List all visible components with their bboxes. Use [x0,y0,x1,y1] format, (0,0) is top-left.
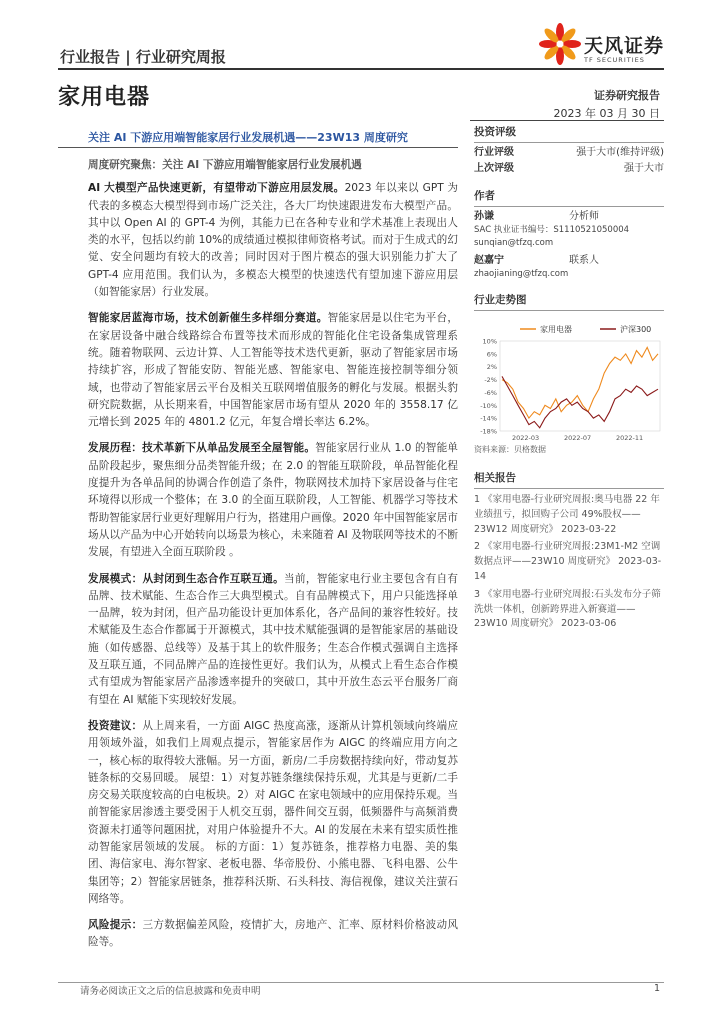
author-section [474,188,664,281]
paragraph: 智能家居蓝海市场，技术创新催生多样细分赛道。智能家居是以住宅为平台，在家居设备中融合线路综合布置等技术而形成的智能化住宅设备集成管理系统。随着物联网、云边计算、人工智能等技术迭代更新，驱动了智能家居市场持续扩容，形成了智能安防、智能光感、智能家电、智能连接控制等细分领域，也带动了智能家居云平台及相关互联网增值服务的孵化与发展。根据头豹研究院数据，从长期来看，中国智能家居市场有望从 2020 年的 3558.17 亿元增长到 2025 年的 4801.2 亿元，年复合增长率达 6.2%。 [88,312,459,429]
industry-title: 家用电器 [58,85,151,110]
author-email[interactable]: zhaojianing@tfzq.com [474,269,569,279]
trend-section [474,292,664,311]
related-title: 相关报告 [474,472,516,484]
paragraph: AI 大模型产品快速更新，有望带动下游应用层发展。2023 年以来以 GPT 为代表的多模态大模型得到市场广泛关注，各大厂均快速跟进发布大模型产品。其中以 Open AI 的 GPT-4 为例，其能力已在各种专业和学术基准上表现出人类的水平，包括以约前 10%的成绩通过模拟律师资格考试。而对于生成式的幻觉、安全问题均有较大的改善；同时因对于图片模态的强大识别能力扩大了 GPT-4 应用范围。我们认为，多模态大模型的快速迭代有望加速下游应用层（如智能家居）行业发展。 [88,182,458,299]
y-tick-label: -6% [484,388,497,397]
report-subtitle: 关注 AI 下游应用端智能家居行业发展机遇——23W13 周度研究 [88,131,408,144]
divider [474,142,664,143]
author-title: 作者 [474,190,495,202]
series-line-csi300 [502,376,658,427]
paragraph: 风险提示：三方数据偏差风险，疫情扩大，房地产、汇率、原材料价格波动风险等。 [88,919,459,949]
related-report-link[interactable]: 2 《家用电器-行业研究周报:23M1-M2 空调数据点评——23W10 周度研究》 2023-03-14 [474,541,662,582]
page-number: 1 [653,983,660,994]
subtitle-divider [58,147,458,148]
y-tick-label: -10% [480,401,497,410]
divider [474,206,664,207]
legend-label: 家用电器 [540,325,572,334]
related-section [474,470,664,635]
rating-title: 投资评级 [474,126,516,138]
chart-source: 资料来源：贝格数据 [474,445,546,454]
series-line-appliances [502,347,658,418]
date-divider [470,120,664,121]
report-date: 2023 年 03 月 30 日 [553,107,660,120]
author: 赵嘉宁 联系人 zhaojianing@tfzq.com [474,254,664,281]
related-report-link[interactable]: 3 《家用电器-行业研究周报:石头发布分子筛洗烘一体机，创新跨界进入新赛道——23W10 周度研究》 2023-03-06 [474,588,661,630]
report-category: 行业报告 | 行业研究周报 [60,48,226,66]
paragraph: 发展历程：技术革新下从单品发展至全屋智能。智能家居行业从 1.0 的智能单品阶段起步，聚焦细分品类智能升级；在 2.0 的智能互联阶段，单品智能化程度提升为各单品间的协调合作创造了条件，物联网技术加持下家居设备与住宅环境得以形成一个整体；在 3.0 的全面互联阶段，人工智能、机器学习等技术帮助智能家居行业更好理解用户行为，搭建用户画像。2020 年中国智能家居市场从以产品为中心开始转向以场景为核心，未来随着 AI 及物联网等技术的不断发展，有望进入全面互联阶段 。 [88,442,458,559]
rating-section [474,124,664,177]
y-tick-label: -18% [480,427,497,436]
weekly-focus: 周度研究聚焦：关注 AI 下游应用端智能家居行业发展机遇 [88,159,362,171]
y-tick-label: -2% [484,376,497,385]
paragraph: 发展模式：从封闭到生态合作互联互通。当前，智能家电行业主要包含有自有品牌、技术赋能、生态合作三大典型模式。自有品牌模式下，用户只能选择单一品牌，较为封闭，但产品功能设计更加体系化，各产品间的兼容性较好。技术赋能及生态合作都属于开源模式，其中技术赋能强调的是智能家居的基础设施（如传感器、总线等）及基于其上的软件服务；生态合作模式强调自主选择及互联互通，不同品牌产品的连接性更好。我们认为，从模式上看生态合作模式有望成为智能家居产品渗透率提升的突破口，其中开放生态云平台服务厂商有望在 AI 赋能下实现较好发展。 [88,572,459,706]
company-name-en: TF SECURITIES [584,56,645,64]
rating-row: 行业评级 强于大市(维持评级) [474,147,664,158]
divider [474,310,664,311]
related-report-link[interactable]: 1 《家用电器-行业研究周报:奥马电器 22 年业绩扭亏，拟回购子公司 49%股权——23W12 周度研究》 2023-03-22 [474,494,660,535]
y-tick-label: 6% [486,350,497,359]
company-name: 天风证券 [584,35,665,57]
paragraph: 投资建议：从上周来看，一方面 AIGC 热度高涨，逐渐从计算机领域向终端应用领域外溢，如我们上周观点提示，智能家居作为 AIGC 的终端应用方向之一，核心标的取得较大涨幅。另一方面，新房/二手房数据持续向好，带动复苏链条标的交易回暖。 展望：1）对复苏链条继续保持乐观，尤其是与更新/二手房交易关联度较高的白电板块。2）对 AIGC 在家电领域中的应用保持乐观。当前智能家居渗透主要受困于人机交互弱，器件间交互弱，低频器件与高频消费资源未打通等问题困扰，对用户体验提升不大。AI 的发展在未来有望实质性推动智能家居领域的发展。 标的方面：1）复苏链条，推荐格力电器、美的集团、海信家电、海尔智家、老板电器、华帝股份、小熊电器、飞科电器、公牛集团等；2）智能家居链条，推荐科沃斯、石头科技、海信视像，建议关注萤石网络等。 [88,719,458,905]
x-tick-label: 2022-11 [616,434,644,442]
author-email[interactable]: sunqian@tfzq.com [474,238,554,248]
report-type: 证券研究报告 [594,89,660,102]
flower-logo-icon [539,23,581,65]
rating-row: 上次评级 强于大市 [474,163,664,174]
y-tick-label: -14% [480,414,497,423]
trend-title: 行业走势图 [474,294,527,306]
divider [474,488,664,489]
disclaimer: 请务必阅读正文之后的信息披露和免责申明 [80,986,261,997]
y-tick-label: 2% [486,363,497,372]
y-tick-label: 10% [482,337,497,346]
author: 孙谦 分析师 SAC 执业证书编号：S1110521050004 sunqian@tfzq.com [474,210,664,250]
x-tick-label: 2022-03 [512,434,540,442]
x-tick-label: 2022-07 [564,434,592,442]
trend-chart [474,315,666,457]
legend-label: 沪深300 [620,325,652,334]
main-content [88,157,458,961]
